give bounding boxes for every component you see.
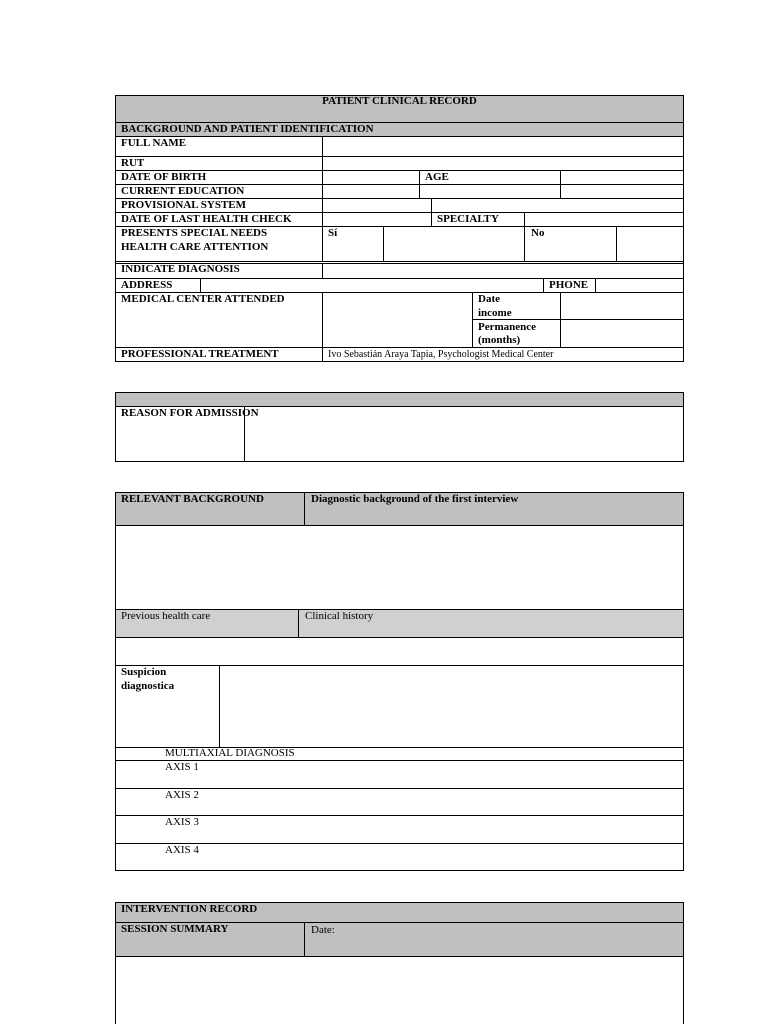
- session-date-label: Date:: [311, 924, 335, 936]
- full-name-label: FULL NAME: [121, 137, 187, 149]
- relevant-background-label: RELEVANT BACKGROUND: [121, 493, 264, 505]
- diagnostic-background-label: Diagnostic background of the first interview: [311, 493, 519, 505]
- suspicion-label: Suspicion: [121, 666, 167, 678]
- date-income-label-line2: income: [478, 307, 512, 319]
- multiaxial-label: MULTIAXIAL DIAGNOSIS: [165, 747, 295, 759]
- medical-center-label: MEDICAL CENTER ATTENDED: [121, 293, 285, 305]
- treatment-label: PROFESSIONAL TREATMENT: [121, 348, 279, 360]
- record-title: PATIENT CLINICAL RECORD: [322, 95, 477, 107]
- suspicion-label-line2: diagnostica: [121, 680, 175, 692]
- no-option: No: [531, 227, 545, 239]
- previous-care-label: Previous health care: [121, 610, 211, 622]
- intervention-title: INTERVENTION RECORD: [121, 903, 258, 915]
- dob-label: DATE OF BIRTH: [121, 171, 207, 183]
- diagnosis-label: INDICATE DIAGNOSIS: [121, 263, 240, 275]
- address-label: ADDRESS: [121, 279, 173, 291]
- clinical-history-label: Clinical history: [305, 610, 374, 622]
- last-check-label: DATE OF LAST HEALTH CHECK: [121, 213, 292, 225]
- axis-4-label: AXIS 4: [165, 844, 199, 856]
- axis-1-label: AXIS 1: [165, 761, 199, 773]
- phone-label: PHONE: [549, 279, 589, 291]
- axis-3-label: AXIS 3: [165, 816, 199, 828]
- age-label: AGE: [425, 171, 449, 183]
- si-option: Sí: [328, 227, 338, 239]
- session-summary-label: SESSION SUMMARY: [121, 923, 229, 935]
- reason-label: REASON FOR ADMISSION: [121, 407, 259, 419]
- special-needs-label: PRESENTS SPECIAL NEEDS: [121, 227, 268, 239]
- specialty-label: SPECIALTY: [437, 213, 499, 225]
- rut-label: RUT: [121, 157, 145, 169]
- date-income-label: Date: [478, 293, 500, 305]
- special-needs-label-line2: HEALTH CARE ATTENTION: [121, 241, 269, 253]
- section-heading: BACKGROUND AND PATIENT IDENTIFICATION: [121, 123, 374, 135]
- system-label: PROVISIONAL SYSTEM: [121, 199, 247, 211]
- permanence-label: Permanence: [478, 321, 537, 333]
- axis-2-label: AXIS 2: [165, 789, 199, 801]
- treatment-value: Ivo Sebastián Araya Tapia, Psychologist Medical Center: [328, 349, 554, 360]
- permanence-label-line2: (months): [478, 334, 521, 346]
- education-label: CURRENT EDUCATION: [121, 185, 245, 197]
